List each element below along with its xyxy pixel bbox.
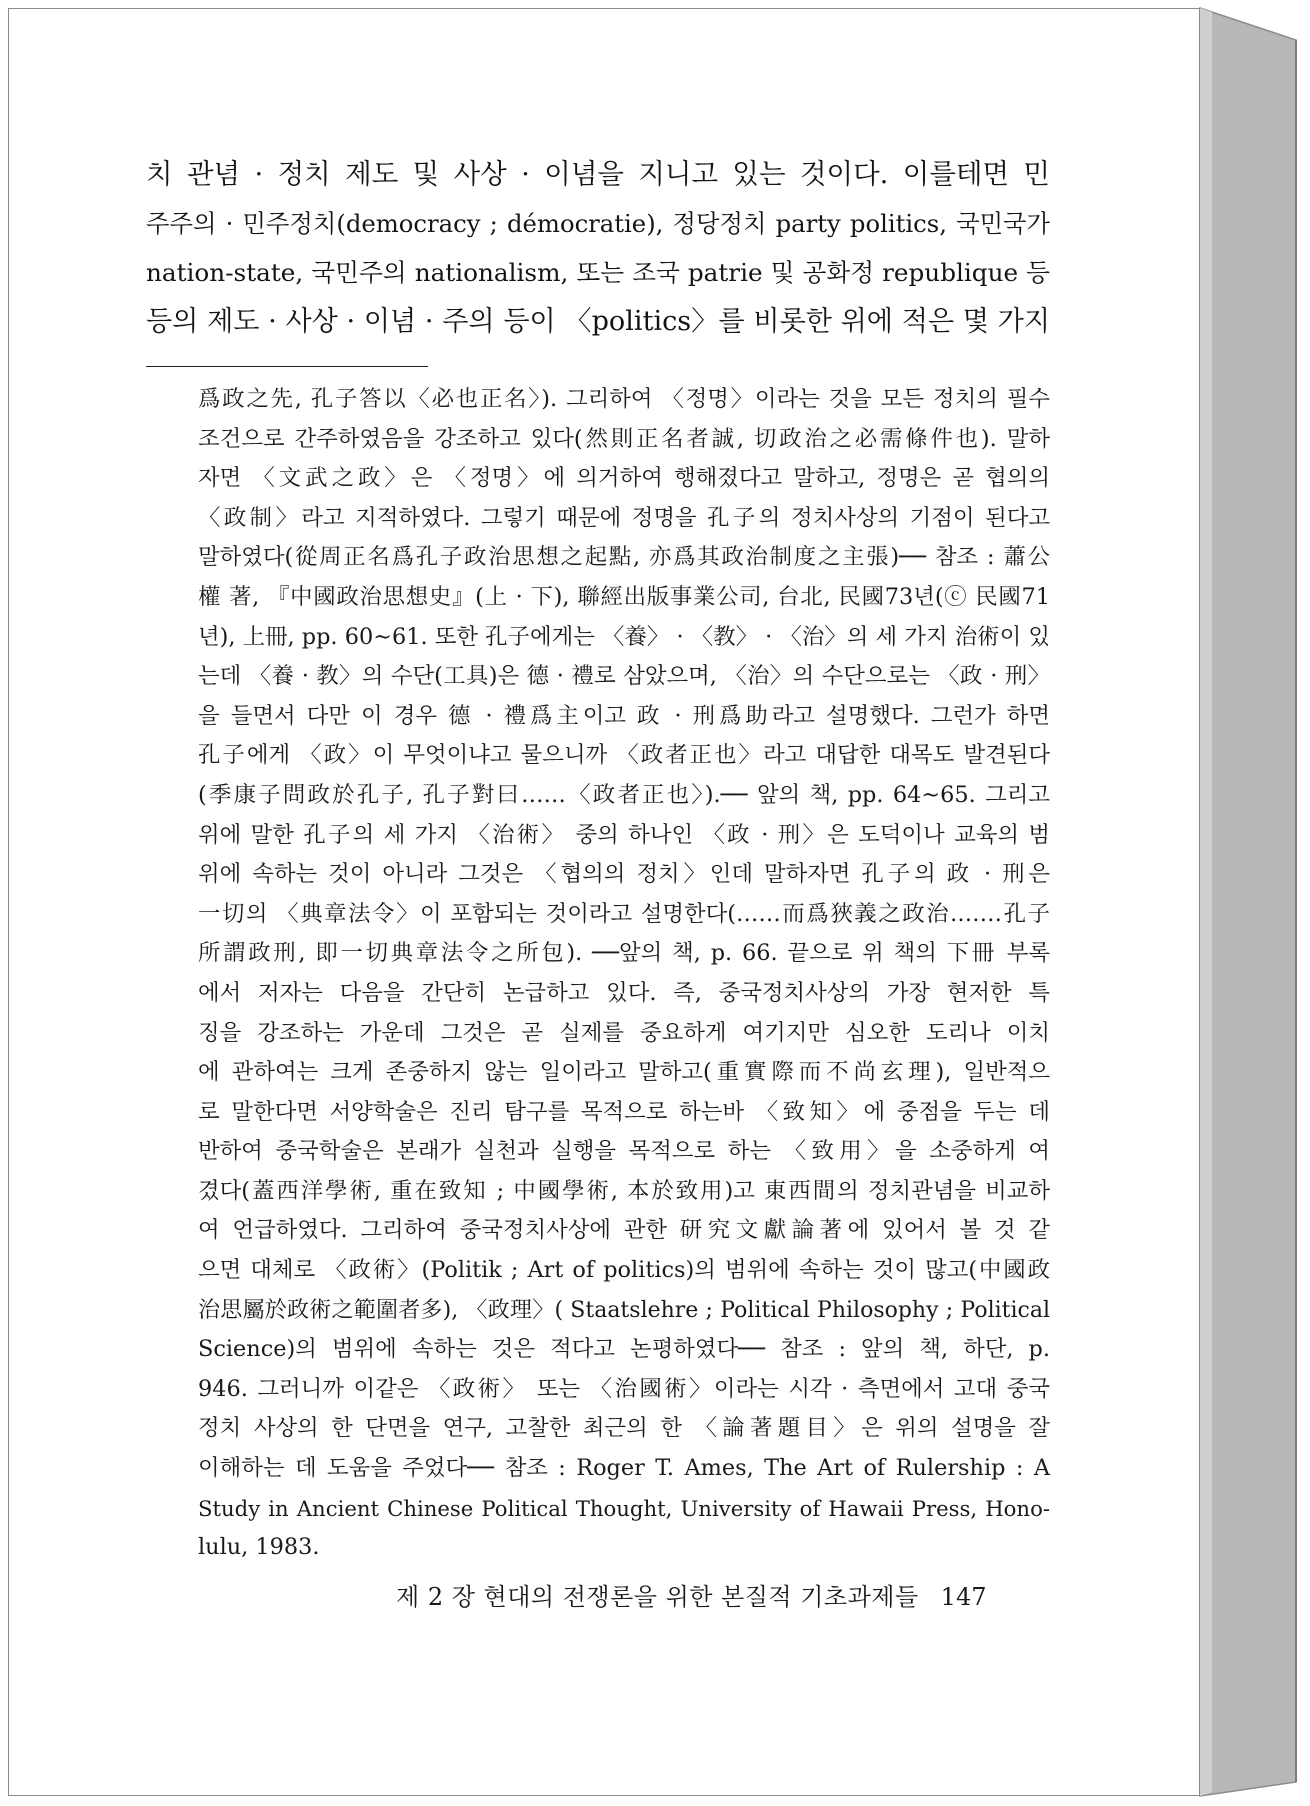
- footnote-line: 는데 〈養 · 教〉의 수단(工具)은 德 · 禮로 삼았으며, 〈治〉의 수단으로는 〈政 · 刑〉: [198, 663, 1050, 690]
- footnote-line: 위에 속하는 것이 아니라 그것은 〈협의의 정치〉인데 말하자면 孔子의 政 · 刑은: [198, 861, 1050, 888]
- footnote-line: 爲政之先, 孔子答以〈必也正名〉). 그리하여 〈정명〉이라는 것을 모든 정치의 필수: [198, 386, 1050, 412]
- footnote-line: 을 들면서 다만 이 경우 德 · 禮爲主이고 政 · 刑爲助라고 설명했다. 그런가 하면: [198, 702, 1050, 729]
- page-number: 147: [940, 1583, 987, 1611]
- footnote-line: 946. 그러니까 이같은 〈政術〉 또는 〈治國術〉이라는 시각 · 측면에서 고대 중국: [198, 1375, 1050, 1402]
- footnote-line: lulu, 1983.: [198, 1534, 320, 1561]
- footnote-line: 반하여 중국학술은 본래가 실천과 실행을 목적으로 하는 〈致用〉을 소중하게 여: [198, 1138, 1050, 1165]
- footnote-line: 자면 〈文武之政〉은 〈정명〉에 의거하여 행해졌다고 말하고, 정명은 곧 협의의: [198, 465, 1050, 492]
- page-footer: [396, 1581, 996, 1613]
- footnote-line: Study in Ancient Chinese Political Thought, University of Hawaii Press, Hono-: [198, 1495, 1050, 1521]
- main-body-text: [146, 150, 1050, 346]
- footnote-separator: [146, 366, 428, 367]
- body-line: 치 관념 · 정치 제도 및 사상 · 이념을 지니고 있는 것이다. 이를테면 민: [146, 158, 1050, 190]
- footnote-line: 정치 사상의 한 단면을 연구, 고찰한 최근의 한 〈論著題目〉은 위의 설명을 잘: [198, 1415, 1050, 1442]
- footnote-line: 겼다(蓋西洋學術, 重在致知 ; 中國學術, 本於致用)고 東西間의 정치관념을 비교하: [198, 1177, 1050, 1204]
- footnote-line: 으면 대체로 〈政術〉(Politik ; Art of politics)의 범위에 속하는 것이 많고(中國政: [198, 1257, 1050, 1284]
- body-line: 주주의 · 민주정치(democracy ; démocratie), 정당정치 party politics, 국민국가: [146, 209, 1050, 238]
- footnote-line: 에서 저자는 다음을 간단히 논급하고 있다. 즉, 중국정치사상의 가장 현저한 특: [198, 979, 1050, 1006]
- footnote-line: 이해하는 데 도움을 주었다── 참조 : Roger T. Ames, The Art of Rulership : A: [198, 1455, 1050, 1482]
- body-line: 등의 제도 · 사상 · 이념 · 주의 등이 〈politics〉를 비롯한 위에 적은 몇 가지: [146, 306, 1050, 337]
- footnote-line: 〈政制〉라고 지적하였다. 그렇기 때문에 정명을 孔子의 정치사상의 기점이 된다고: [198, 504, 1050, 531]
- footnote-line: 조건으로 간주하였음을 강조하고 있다(然則正名者誠, 切政治之必需條件也). 말하: [198, 425, 1050, 452]
- footnote-line: 에 관하여는 크게 존중하지 않는 일이라고 말하고(重實際而不尚玄理), 일반적으: [198, 1059, 1050, 1086]
- footnote-line: 년), 上冊, pp. 60∼61. 또한 孔子에게는 〈養〉 · 〈教〉 · 〈治〉의 세 가지 治術이 있: [198, 623, 1050, 650]
- footnote-line: 治思屬於政術之範圍者多), 〈政理〉( Staatslehre ; Political Philosophy ; Political: [198, 1297, 1050, 1323]
- footnote-line: 징을 강조하는 가운데 그것은 곧 실제를 중요하게 여기지만 심오한 도리나 이치: [198, 1019, 1050, 1046]
- footnote-line: (季康子問政於孔子, 孔子對曰……〈政者正也〉).── 앞의 책, pp. 64∼65. 그리고: [198, 781, 1050, 808]
- footnote-line: 所謂政刑, 即一切典章法令之所包). ──앞의 책, p. 66. 끝으로 위 책의 下冊 부록: [198, 940, 1050, 967]
- footnote-line: 말하였다(從周正名爲孔子政治思想之起點, 亦爲其政治制度之主張)── 참조 : 蕭公: [198, 544, 1050, 571]
- footnote-line: 로 말한다면 서양학술은 진리 탐구를 목적으로 하는바 〈致知〉에 중점을 두는 데: [198, 1098, 1050, 1125]
- footnote-line: 위에 말한 孔子의 세 가지 〈治術〉 중의 하나인 〈政 · 刑〉은 도덕이나 교육의 범: [198, 821, 1050, 848]
- footnote-line: 孔子에게 〈政〉이 무엇이냐고 물으니까 〈政者正也〉라고 대답한 대목도 발견된다: [198, 742, 1050, 769]
- footnote-line: Science)의 범위에 속하는 것은 적다고 논평하였다── 참조 : 앞의 책, 하단, p.: [198, 1336, 1050, 1363]
- running-chapter-title: 제 2 장 현대의 전쟁론을 위한 본질적 기초과제들: [396, 1583, 919, 1611]
- footnote-line: 權 著, 『中國政治思想史』(上 · 下), 聯經出版事業公司, 台北, 民國73년(ⓒ 民國71: [198, 583, 1050, 610]
- footnote-line: 여 언급하였다. 그리하여 중국정치사상에 관한 研究文獻論著에 있어서 볼 것 같: [198, 1217, 1050, 1244]
- body-line: nation-state, 국민주의 nationalism, 또는 조국 patrie 및 공화정 republique 등: [146, 258, 1050, 287]
- footnote-block: [198, 380, 1050, 1568]
- footnote-line: 一切의 〈典章法令〉이 포함되는 것이라고 설명한다(……而爲狹義之政治.……孔子: [198, 900, 1050, 927]
